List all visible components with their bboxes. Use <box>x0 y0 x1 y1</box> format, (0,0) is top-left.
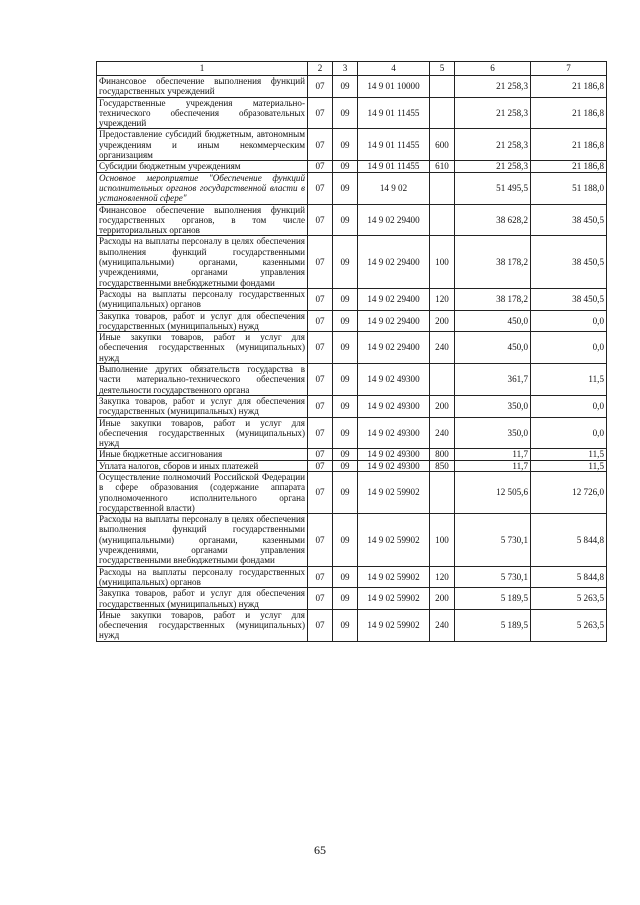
description-cell: Предоставление субсидий бюджетным, автономным учреждениям и иным некоммерческим организациям <box>97 129 308 161</box>
amount-year-2-cell: 21 186,8 <box>531 129 607 161</box>
expense-type-cell <box>430 172 455 204</box>
table-row <box>97 449 607 460</box>
expense-type-cell: 240 <box>430 332 455 364</box>
amount-year-1-cell: 450,0 <box>455 310 531 332</box>
subsection-cell: 09 <box>333 236 358 288</box>
section-cell: 07 <box>308 332 333 364</box>
target-article-cell: 14 9 02 59902 <box>358 588 430 610</box>
amount-year-1-cell: 450,0 <box>455 332 531 364</box>
amount-year-2-cell: 38 450,5 <box>531 204 607 236</box>
amount-year-2-cell: 5 844,8 <box>531 566 607 588</box>
table-row <box>97 310 607 332</box>
section-cell: 07 <box>308 449 333 460</box>
amount-year-2-cell: 11,5 <box>531 364 607 396</box>
target-article-cell: 14 9 02 29400 <box>358 204 430 236</box>
target-article-cell: 14 9 02 59902 <box>358 609 430 641</box>
section-cell: 07 <box>308 514 333 566</box>
expense-type-cell <box>430 471 455 513</box>
section-cell: 07 <box>308 204 333 236</box>
header-cell: 1 <box>97 62 308 76</box>
amount-year-2-cell: 5 844,8 <box>531 514 607 566</box>
expense-type-cell: 200 <box>430 588 455 610</box>
section-cell: 07 <box>308 566 333 588</box>
table-row <box>97 172 607 204</box>
table-row <box>97 514 607 566</box>
table-row <box>97 129 607 161</box>
amount-year-1-cell: 12 505,6 <box>455 471 531 513</box>
section-cell: 07 <box>308 172 333 204</box>
table-row <box>97 204 607 236</box>
table-header-row <box>97 62 607 76</box>
section-cell: 07 <box>308 161 333 172</box>
table-row <box>97 76 607 98</box>
target-article-cell: 14 9 02 49300 <box>358 364 430 396</box>
table-row <box>97 332 607 364</box>
amount-year-1-cell: 21 258,3 <box>455 97 531 129</box>
amount-year-1-cell: 21 258,3 <box>455 129 531 161</box>
subsection-cell: 09 <box>333 76 358 98</box>
description-cell: Расходы на выплаты персоналу государственных (муниципальных) органов <box>97 566 308 588</box>
amount-year-2-cell: 21 186,8 <box>531 161 607 172</box>
subsection-cell: 09 <box>333 588 358 610</box>
description-cell: Расходы на выплаты персоналу в целях обеспечения выполнения функций государственными (муниципальными) органами, казенными учреждениями, органами управления государственными внебюджетными фондами <box>97 236 308 288</box>
target-article-cell: 14 9 02 49300 <box>358 460 430 471</box>
amount-year-1-cell: 21 258,3 <box>455 76 531 98</box>
description-cell: Закупка товаров, работ и услуг для обеспечения государственных (муниципальных) нужд <box>97 588 308 610</box>
description-cell: Государственные учреждения материально-технического обеспечения образовательных учреждений <box>97 97 308 129</box>
amount-year-2-cell: 21 186,8 <box>531 76 607 98</box>
target-article-cell: 14 9 02 29400 <box>358 288 430 310</box>
table-row <box>97 97 607 129</box>
description-cell: Основное мероприятие "Обеспечение функций исполнительных органов государственной власти в установленной сфере" <box>97 172 308 204</box>
subsection-cell: 09 <box>333 129 358 161</box>
subsection-cell: 09 <box>333 364 358 396</box>
target-article-cell: 14 9 02 59902 <box>358 566 430 588</box>
expense-type-cell: 240 <box>430 417 455 449</box>
table-body <box>97 76 607 642</box>
table-row <box>97 417 607 449</box>
subsection-cell: 09 <box>333 288 358 310</box>
table-row <box>97 395 607 417</box>
expense-type-cell <box>430 364 455 396</box>
expense-type-cell: 610 <box>430 161 455 172</box>
amount-year-1-cell: 38 628,2 <box>455 204 531 236</box>
subsection-cell: 09 <box>333 172 358 204</box>
budget-table <box>96 61 607 642</box>
description-cell: Финансовое обеспечение выполнения функций государственных учреждений <box>97 76 308 98</box>
subsection-cell: 09 <box>333 310 358 332</box>
section-cell: 07 <box>308 288 333 310</box>
subsection-cell: 09 <box>333 395 358 417</box>
expense-type-cell <box>430 204 455 236</box>
amount-year-2-cell: 11,5 <box>531 449 607 460</box>
expense-type-cell: 200 <box>430 310 455 332</box>
subsection-cell: 09 <box>333 332 358 364</box>
amount-year-1-cell: 350,0 <box>455 417 531 449</box>
subsection-cell: 09 <box>333 417 358 449</box>
header-cell: 6 <box>455 62 531 76</box>
table-row <box>97 161 607 172</box>
table-row <box>97 460 607 471</box>
target-article-cell: 14 9 02 29400 <box>358 236 430 288</box>
description-cell: Иные бюджетные ассигнования <box>97 449 308 460</box>
amount-year-1-cell: 5 730,1 <box>455 514 531 566</box>
subsection-cell: 09 <box>333 204 358 236</box>
section-cell: 07 <box>308 588 333 610</box>
table-row <box>97 588 607 610</box>
table-row <box>97 609 607 641</box>
target-article-cell: 14 9 02 59902 <box>358 514 430 566</box>
expense-type-cell: 200 <box>430 395 455 417</box>
section-cell: 07 <box>308 236 333 288</box>
expense-type-cell: 100 <box>430 514 455 566</box>
amount-year-1-cell: 38 178,2 <box>455 236 531 288</box>
amount-year-2-cell: 5 263,5 <box>531 609 607 641</box>
target-article-cell: 14 9 02 49300 <box>358 449 430 460</box>
amount-year-2-cell: 38 450,5 <box>531 236 607 288</box>
target-article-cell: 14 9 02 49300 <box>358 417 430 449</box>
expense-type-cell <box>430 76 455 98</box>
subsection-cell: 09 <box>333 449 358 460</box>
subsection-cell: 09 <box>333 161 358 172</box>
header-cell: 7 <box>531 62 607 76</box>
amount-year-2-cell: 0,0 <box>531 395 607 417</box>
expense-type-cell <box>430 97 455 129</box>
amount-year-1-cell: 361,7 <box>455 364 531 396</box>
target-article-cell: 14 9 02 29400 <box>358 332 430 364</box>
subsection-cell: 09 <box>333 514 358 566</box>
target-article-cell: 14 9 02 <box>358 172 430 204</box>
amount-year-2-cell: 12 726,0 <box>531 471 607 513</box>
target-article-cell: 14 9 02 59902 <box>358 471 430 513</box>
section-cell: 07 <box>308 364 333 396</box>
target-article-cell: 14 9 01 11455 <box>358 161 430 172</box>
description-cell: Расходы на выплаты персоналу в целях обеспечения выполнения функций государственными (муниципальными) органами, казенными учреждениями, органами управления государственными внебюджетными фондами <box>97 514 308 566</box>
amount-year-2-cell: 0,0 <box>531 332 607 364</box>
description-cell: Выполнение других обязательств государства в части материально-технического обеспечения деятельности государственного органа <box>97 364 308 396</box>
section-cell: 07 <box>308 460 333 471</box>
amount-year-2-cell: 51 188,0 <box>531 172 607 204</box>
header-cell: 4 <box>358 62 430 76</box>
table-row <box>97 471 607 513</box>
amount-year-2-cell: 5 263,5 <box>531 588 607 610</box>
section-cell: 07 <box>308 310 333 332</box>
header-cell: 2 <box>308 62 333 76</box>
section-cell: 07 <box>308 417 333 449</box>
amount-year-1-cell: 38 178,2 <box>455 288 531 310</box>
amount-year-2-cell: 0,0 <box>531 310 607 332</box>
subsection-cell: 09 <box>333 97 358 129</box>
section-cell: 07 <box>308 471 333 513</box>
amount-year-1-cell: 11,7 <box>455 449 531 460</box>
section-cell: 07 <box>308 129 333 161</box>
section-cell: 07 <box>308 97 333 129</box>
amount-year-2-cell: 11,5 <box>531 460 607 471</box>
description-cell: Осуществление полномочий Российской Федерации в сфере образования (содержание аппарата уполномоченного исполнительного органа государственной власти) <box>97 471 308 513</box>
table-row <box>97 566 607 588</box>
expense-type-cell: 120 <box>430 566 455 588</box>
description-cell: Иные закупки товаров, работ и услуг для обеспечения государственных (муниципальных) нужд <box>97 609 308 641</box>
description-cell: Финансовое обеспечение выполнения функций государственных органов, в том числе территориальных органов <box>97 204 308 236</box>
amount-year-2-cell: 0,0 <box>531 417 607 449</box>
section-cell: 07 <box>308 609 333 641</box>
table-row <box>97 288 607 310</box>
amount-year-1-cell: 11,7 <box>455 460 531 471</box>
target-article-cell: 14 9 02 29400 <box>358 310 430 332</box>
section-cell: 07 <box>308 76 333 98</box>
amount-year-1-cell: 5 189,5 <box>455 609 531 641</box>
target-article-cell: 14 9 01 11455 <box>358 129 430 161</box>
amount-year-1-cell: 21 258,3 <box>455 161 531 172</box>
page-number: 65 <box>314 843 326 857</box>
expense-type-cell: 120 <box>430 288 455 310</box>
target-article-cell: 14 9 01 10000 <box>358 76 430 98</box>
subsection-cell: 09 <box>333 471 358 513</box>
amount-year-2-cell: 21 186,8 <box>531 97 607 129</box>
expense-type-cell: 850 <box>430 460 455 471</box>
subsection-cell: 09 <box>333 460 358 471</box>
description-cell: Уплата налогов, сборов и иных платежей <box>97 460 308 471</box>
expense-type-cell: 240 <box>430 609 455 641</box>
target-article-cell: 14 9 01 11455 <box>358 97 430 129</box>
amount-year-1-cell: 5 189,5 <box>455 588 531 610</box>
description-cell: Иные закупки товаров, работ и услуг для обеспечения государственных (муниципальных) нужд <box>97 417 308 449</box>
amount-year-1-cell: 5 730,1 <box>455 566 531 588</box>
table-row <box>97 364 607 396</box>
expense-type-cell: 600 <box>430 129 455 161</box>
header-cell: 3 <box>333 62 358 76</box>
expense-type-cell: 800 <box>430 449 455 460</box>
description-cell: Расходы на выплаты персоналу государственных (муниципальных) органов <box>97 288 308 310</box>
expense-type-cell: 100 <box>430 236 455 288</box>
section-cell: 07 <box>308 395 333 417</box>
header-cell: 5 <box>430 62 455 76</box>
subsection-cell: 09 <box>333 609 358 641</box>
amount-year-1-cell: 51 495,5 <box>455 172 531 204</box>
target-article-cell: 14 9 02 49300 <box>358 395 430 417</box>
description-cell: Закупка товаров, работ и услуг для обеспечения государственных (муниципальных) нужд <box>97 310 308 332</box>
subsection-cell: 09 <box>333 566 358 588</box>
description-cell: Закупка товаров, работ и услуг для обеспечения государственных (муниципальных) нужд <box>97 395 308 417</box>
table-row <box>97 236 607 288</box>
description-cell: Иные закупки товаров, работ и услуг для обеспечения государственных (муниципальных) нужд <box>97 332 308 364</box>
amount-year-2-cell: 38 450,5 <box>531 288 607 310</box>
amount-year-1-cell: 350,0 <box>455 395 531 417</box>
description-cell: Субсидии бюджетным учреждениям <box>97 161 308 172</box>
